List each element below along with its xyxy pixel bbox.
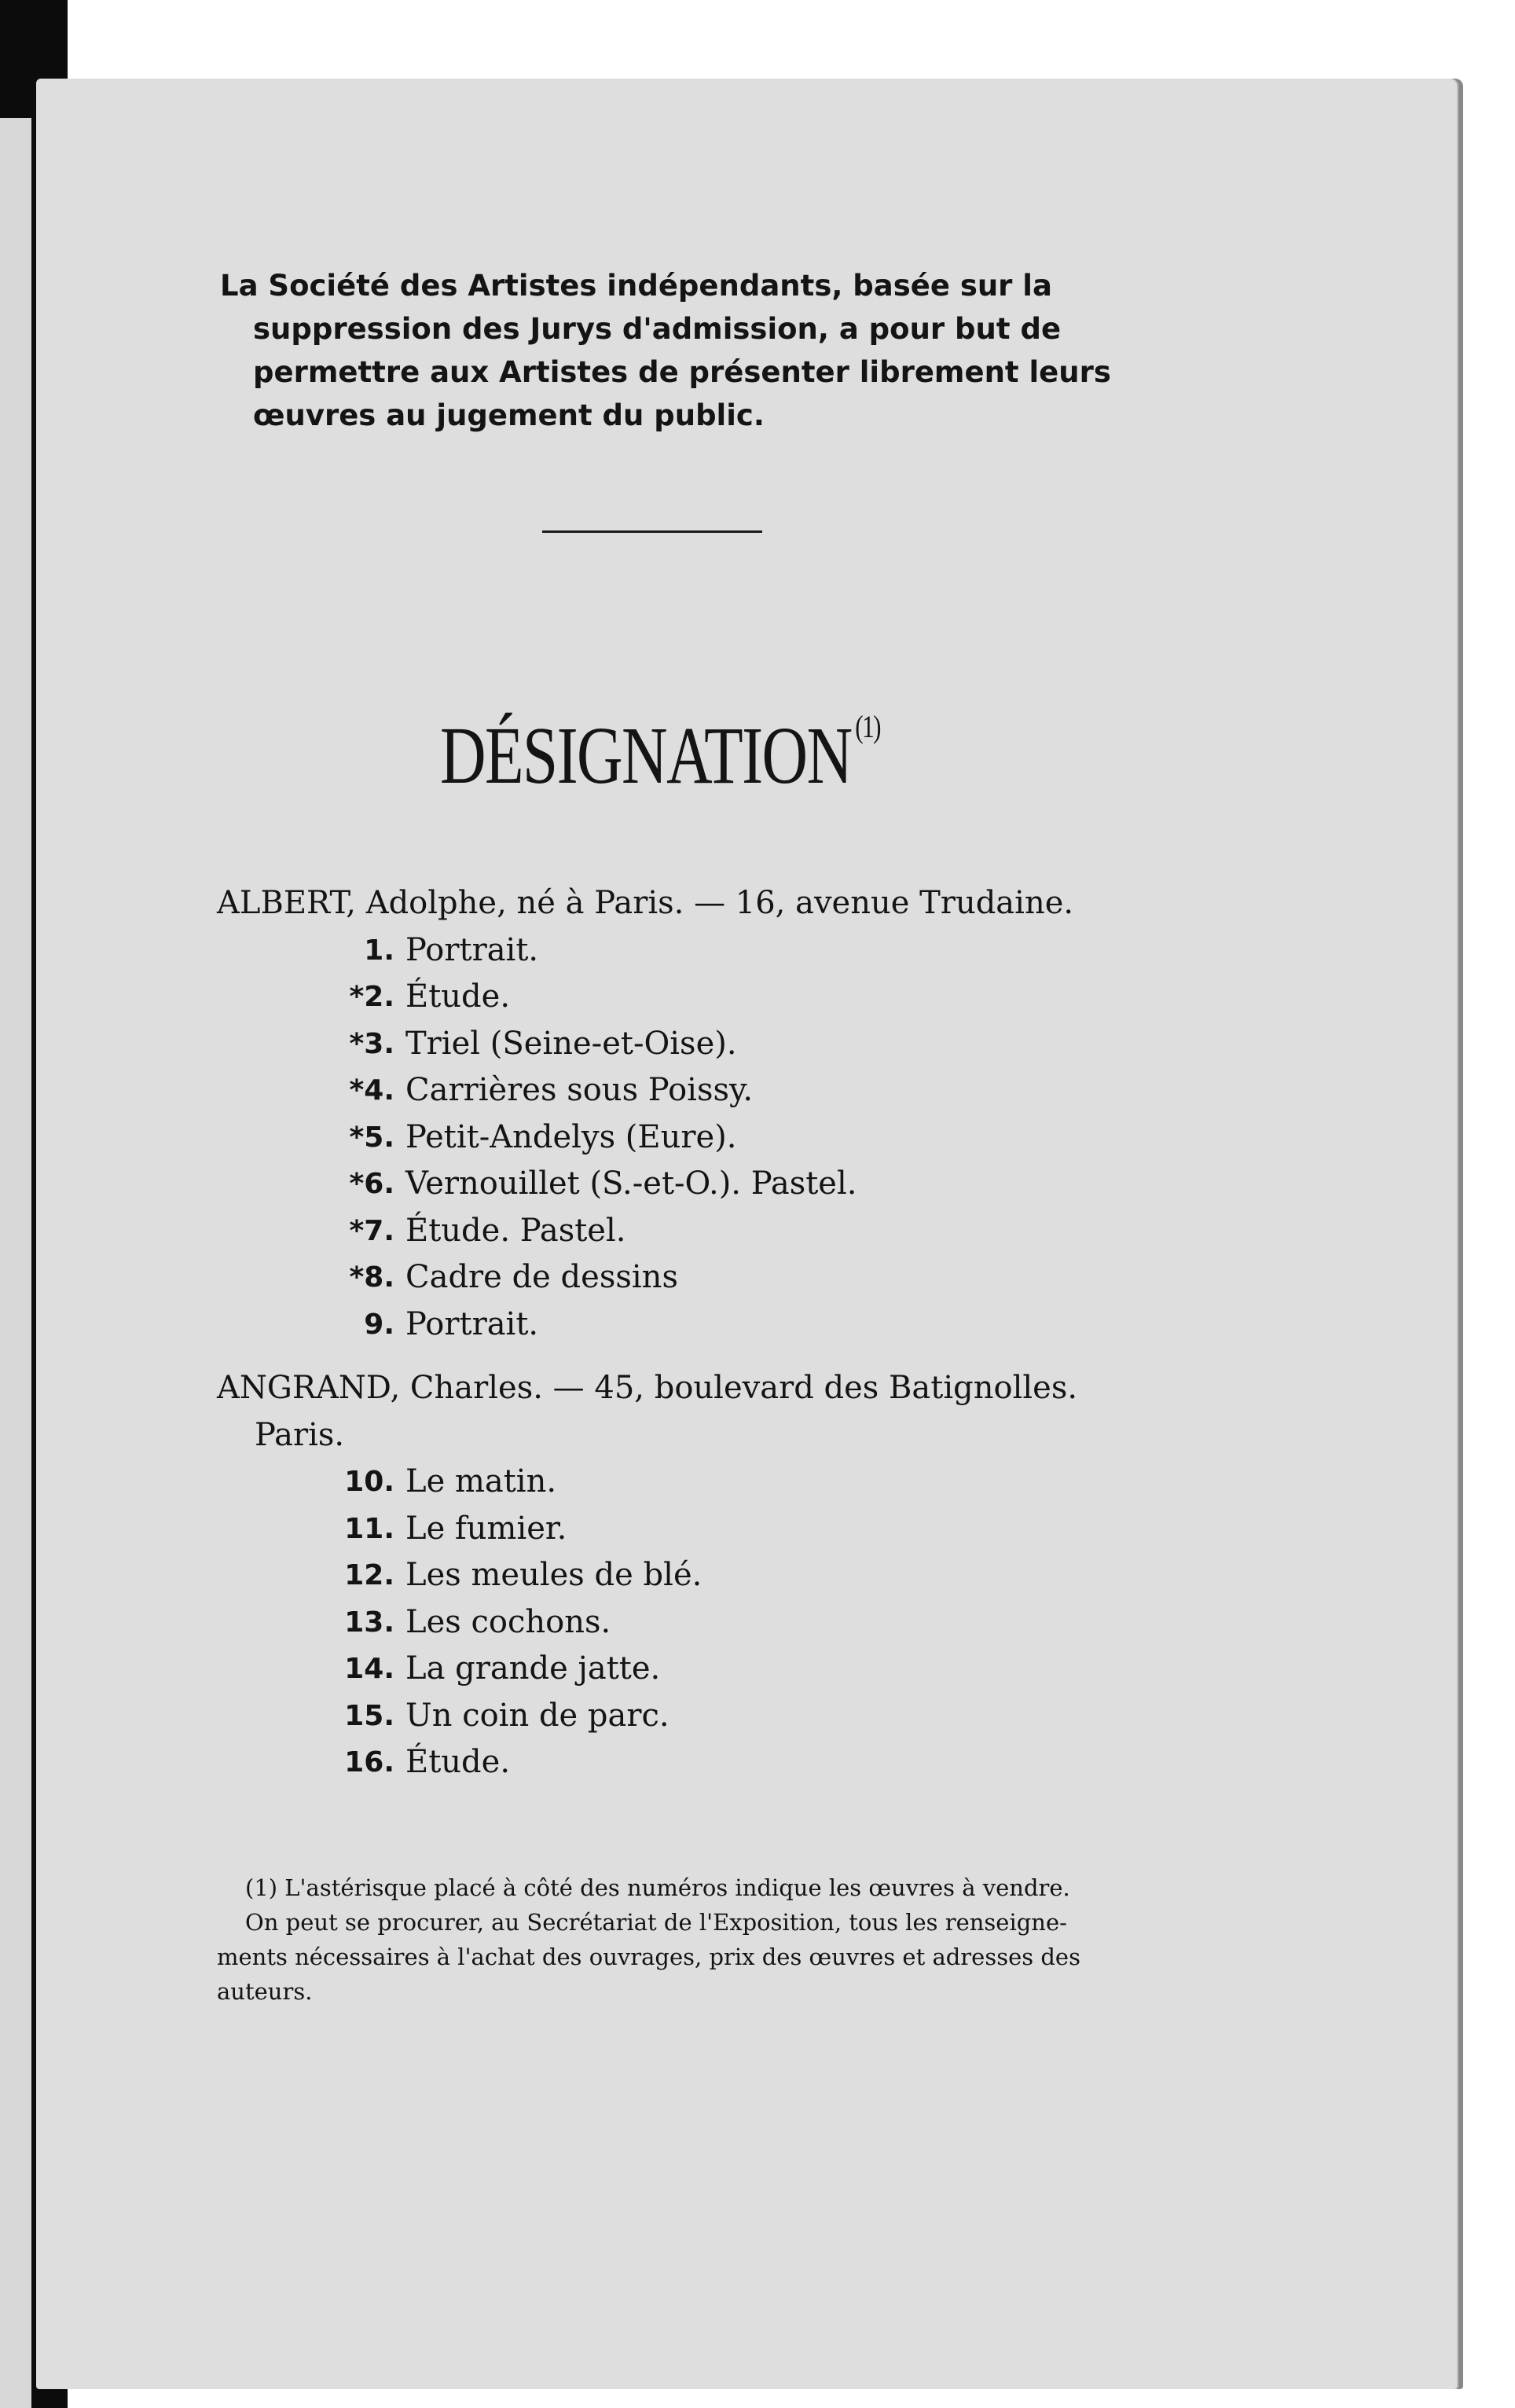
work-number: 12. — [344, 1559, 394, 1591]
work-item — [217, 927, 1183, 975]
footnote — [217, 1870, 1183, 2009]
work-title: Carrières sous Poissy. — [405, 1072, 754, 1108]
work-title: Cadre de dessins — [405, 1259, 678, 1295]
work-item — [217, 1552, 1183, 1599]
work-title: Portrait. — [405, 1305, 539, 1342]
work-item — [217, 1021, 1183, 1068]
work-number: 16. — [344, 1746, 394, 1778]
footnote-line: (1) L'astérisque placé à côté des numéros indique les œuvres à vendre. — [245, 1874, 1070, 1901]
intro-line: suppression des Jurys d'admission, a pour but de — [253, 312, 1062, 346]
heading-title: DÉSIGNATION — [440, 710, 852, 801]
work-number: *2. — [349, 981, 394, 1013]
work-item — [217, 1693, 1183, 1740]
work-number: *7. — [349, 1214, 394, 1247]
work-item — [217, 1459, 1183, 1506]
work-title: Étude. — [405, 978, 511, 1015]
artist-entries — [217, 880, 1183, 1786]
footnote-marker: (1) — [855, 709, 880, 744]
footnote-line: ments nécessaires à l'achat des ouvrages, prix des œuvres et adresses des — [217, 1944, 1080, 1970]
work-item — [217, 1739, 1183, 1786]
work-item — [217, 1114, 1183, 1162]
work-number: *8. — [349, 1261, 394, 1294]
artist-heading: ANGRAND, Charles. — 45, boulevard des Batignolles. — [217, 1370, 1078, 1406]
footnote-line: On peut se procurer, au Secrétariat de l'Exposition, tous les renseigne- — [245, 1909, 1067, 1936]
work-title: Étude. — [405, 1744, 511, 1780]
work-item — [217, 1506, 1183, 1553]
work-item — [217, 1161, 1183, 1208]
work-title: Portrait. — [405, 931, 539, 968]
work-item — [217, 974, 1183, 1021]
work-title: Un coin de parc. — [405, 1697, 669, 1734]
entry-spacer — [217, 1348, 1183, 1365]
work-number: 1. — [364, 934, 394, 967]
artist-heading-continued: Paris. — [255, 1416, 345, 1453]
work-item — [217, 1301, 1183, 1349]
artist-heading: ALBERT, Adolphe, né à Paris. — 16, avenue Trudaine. — [217, 885, 1074, 921]
work-title: Le fumier. — [405, 1510, 567, 1547]
work-number: 9. — [364, 1308, 394, 1341]
work-title: Triel (Seine-et-Oise). — [405, 1025, 737, 1062]
footnote-line: auteurs. — [217, 1978, 313, 2005]
work-title: La grande jatte. — [405, 1650, 661, 1687]
work-item — [217, 1208, 1183, 1255]
work-title: Étude. Pastel. — [405, 1212, 626, 1249]
work-number: 14. — [344, 1653, 394, 1685]
work-item — [217, 1646, 1183, 1693]
work-number: *3. — [349, 1027, 394, 1060]
work-number: *4. — [349, 1074, 394, 1107]
scan-left-margin — [0, 118, 31, 2408]
intro-line: La Société des Artistes indépendants, basée sur la — [220, 269, 1052, 303]
work-item — [217, 1599, 1183, 1646]
work-title: Les meules de blé. — [405, 1557, 702, 1593]
work-title: Petit-Andelys (Eure). — [405, 1118, 737, 1155]
work-number: 13. — [344, 1606, 394, 1639]
section-heading — [440, 709, 880, 801]
work-number: *6. — [349, 1168, 394, 1200]
work-title: Le matin. — [405, 1463, 557, 1499]
intro-paragraph — [220, 264, 1163, 437]
work-title: Vernouillet (S.-et-O.). Pastel. — [405, 1165, 857, 1202]
work-item — [217, 1067, 1183, 1114]
intro-line: œuvres au jugement du public. — [253, 398, 765, 432]
intro-line: permettre aux Artistes de présenter librement leurs — [253, 355, 1111, 389]
work-number: 10. — [344, 1466, 394, 1498]
work-number: 11. — [344, 1512, 394, 1545]
divider-rule — [542, 530, 762, 533]
work-item — [217, 1254, 1183, 1301]
work-number: 15. — [344, 1699, 394, 1732]
work-number: *5. — [349, 1121, 394, 1154]
work-title: Les cochons. — [405, 1603, 611, 1640]
